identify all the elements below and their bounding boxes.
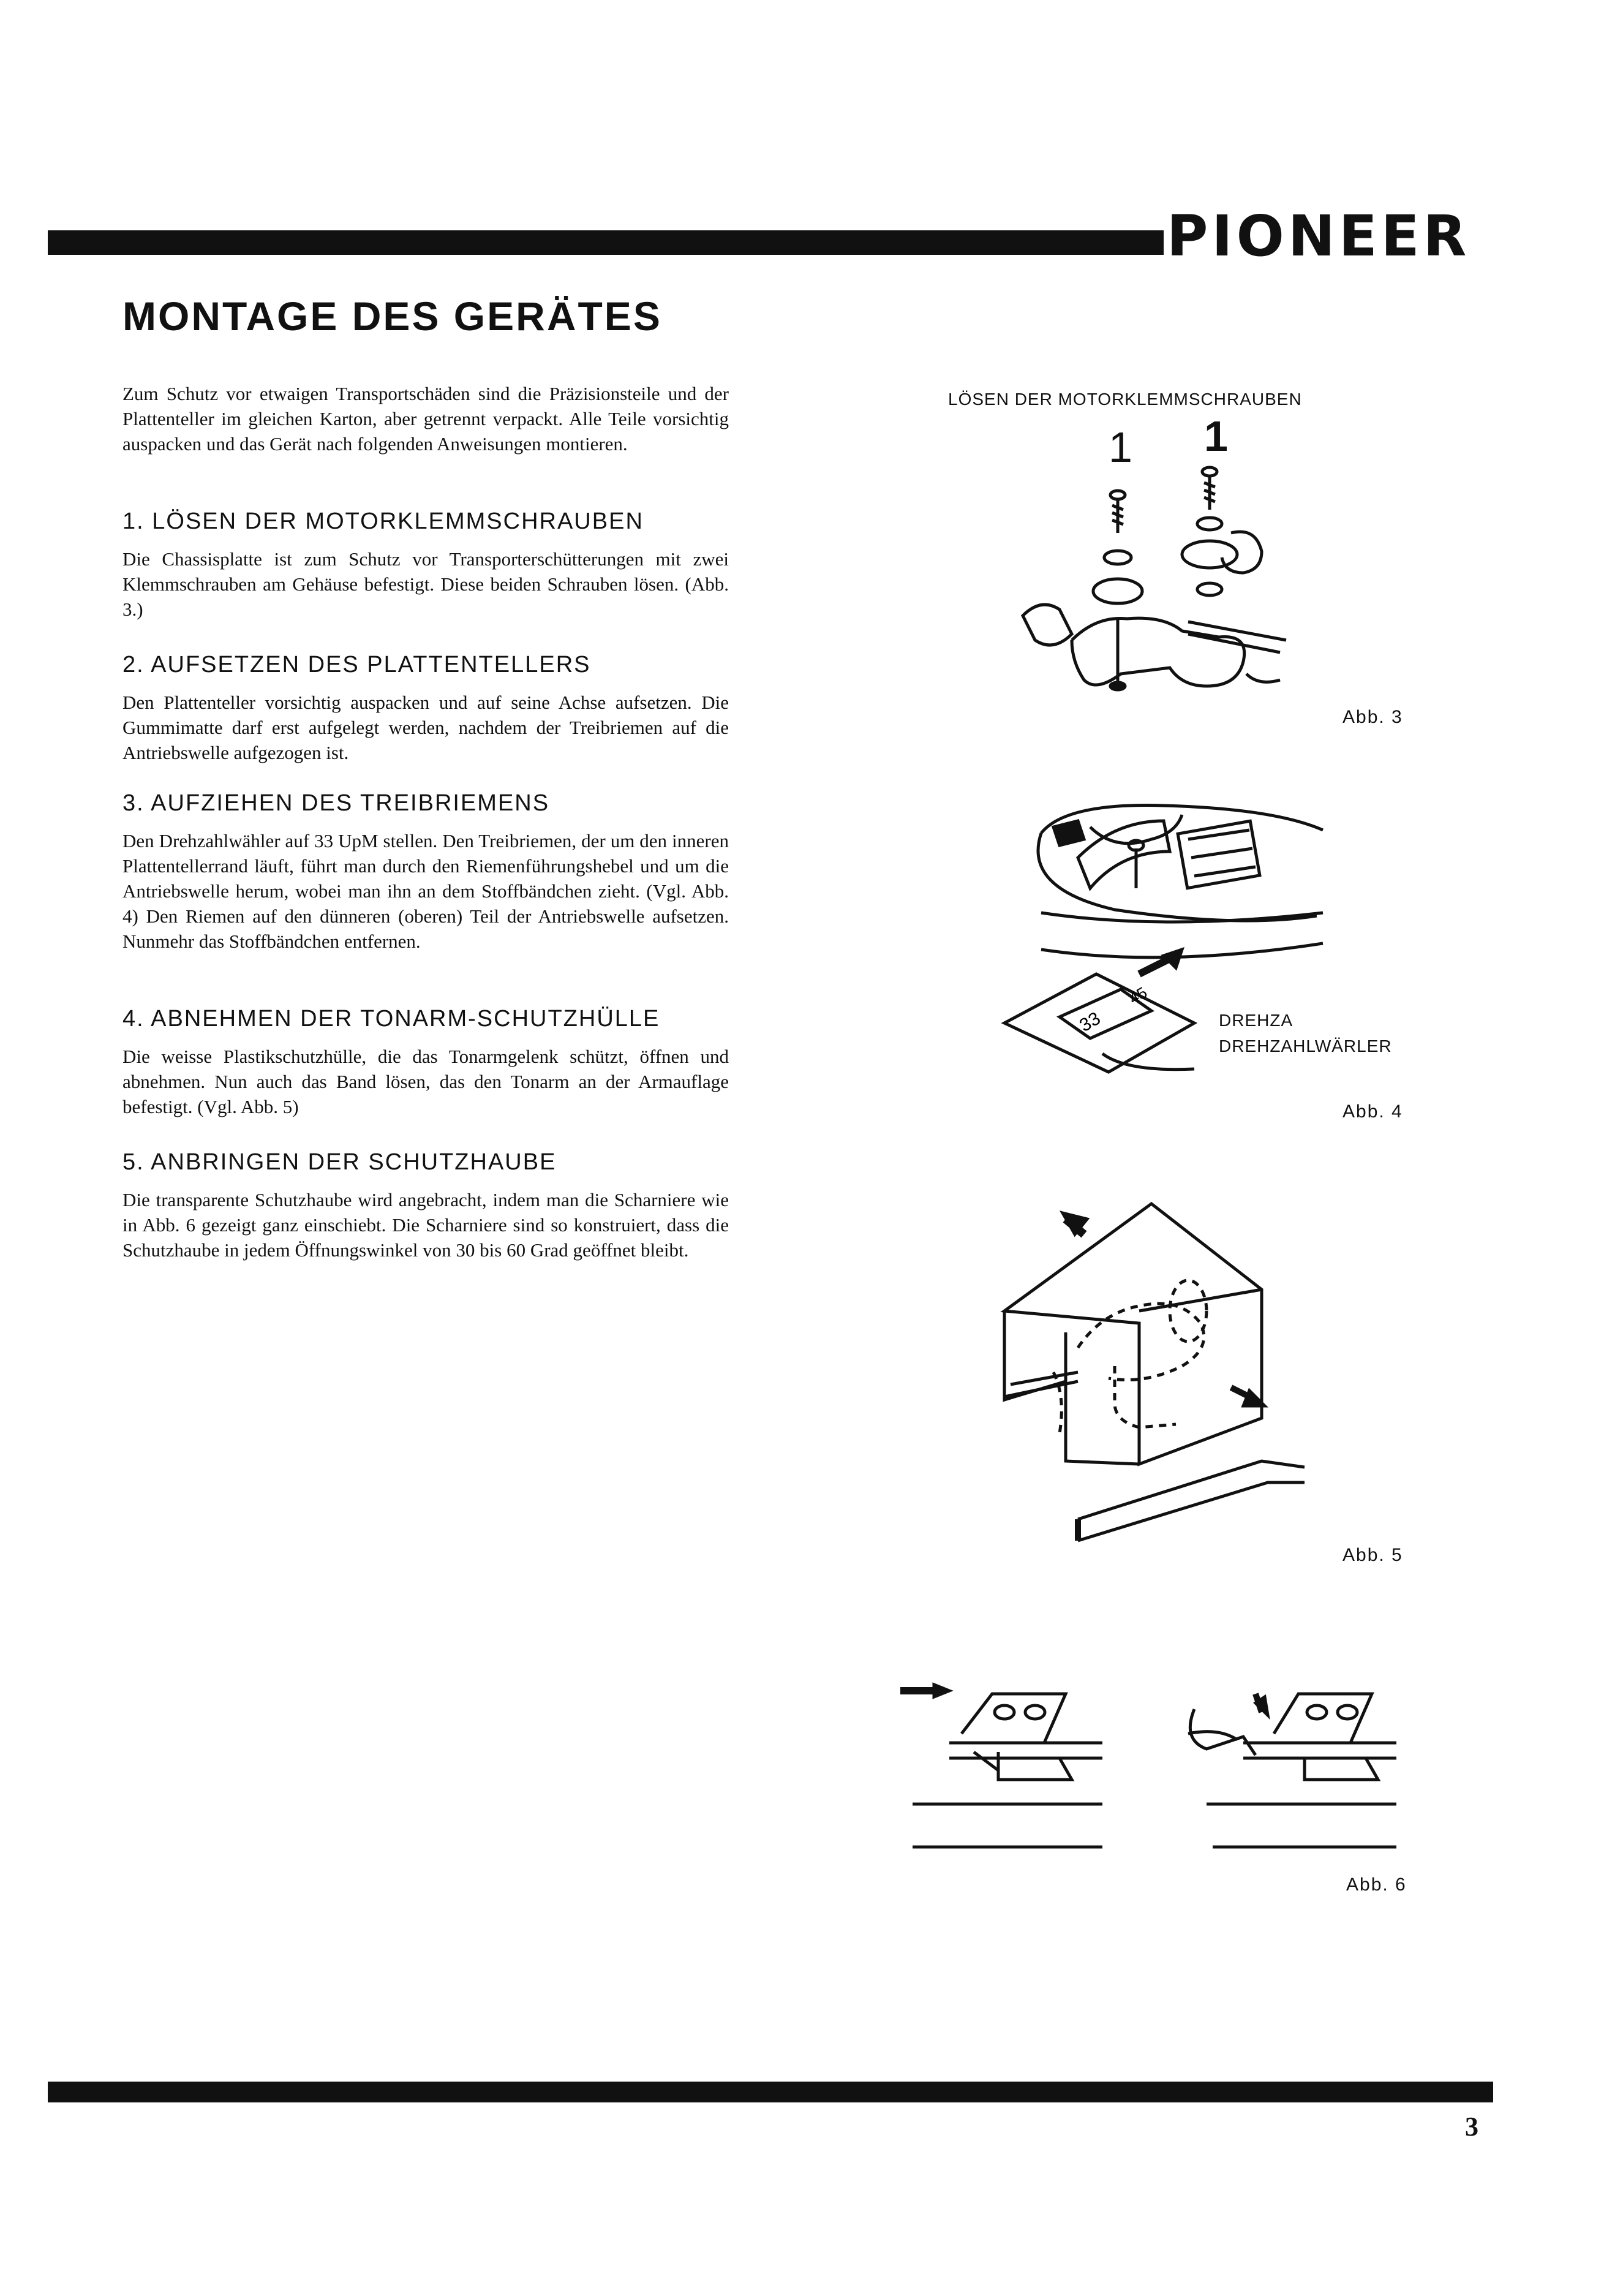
section-heading-2: 2. AUFSETZEN DES PLATTENTELLERS (122, 652, 591, 678)
fig3-label: Abb. 3 (1342, 707, 1403, 727)
section-heading-5: 5. ANBRINGEN DER SCHUTZHAUBE (122, 1149, 557, 1175)
fig3-marker-right: 1 (1204, 412, 1228, 460)
fig4-dial-45: 45 (1126, 983, 1151, 1008)
fig6-label: Abb. 6 (1346, 1875, 1407, 1895)
section-heading-4: 4. ABNEHMEN DER TONARM-SCHUTZHÜLLE (122, 1006, 660, 1032)
section-heading-3: 3. AUFZIEHEN DES TREIBRIEMENS (122, 790, 550, 816)
section-text-2: Den Plattenteller vorsichtig auspacken und auf seine Achse aufsetzen. Die Gummimatte darf erst aufgelegt werden, nachdem der Treibriemen auf die Antriebswelle aufgezogen ist. (122, 692, 729, 763)
header-rule (48, 230, 1164, 255)
section-heading-1: 1. LÖSEN DER MOTORKLEMMSCHRAUBEN (122, 508, 644, 534)
fig3-marker-left: 1 (1109, 423, 1132, 471)
fig4-belt-illustration (1004, 790, 1323, 1109)
intro-paragraph: Zum Schutz vor etwaigen Transportschäden sind die Präzisionsteile und der Plattenteller im gleichen Karton, aber getrennt verpackt. Alle Teile vorsichtig auspacken und das Gerät nach folgenden Anweisungen montieren. (122, 383, 729, 455)
fig3-caption: LÖSEN DER MOTORKLEMMSCHRAUBEN (948, 390, 1302, 409)
footer-rule (48, 2082, 1493, 2102)
fig4-callout-1: DREHZA (1219, 1011, 1294, 1030)
fig6-hinge-illustration (900, 1685, 1415, 1856)
fig5-tonearm-illustration (992, 1201, 1311, 1556)
fig4-dial-33: 33 (1076, 1008, 1104, 1037)
fig3-motor-screws-illustration (1004, 453, 1286, 729)
section-text-3: Den Drehzahlwähler auf 33 UpM stellen. Den Treibriemen, der um den inneren Plattentellerrand läuft, führt man durch den Riemenführungshebel und um die Antriebswelle herum, wobei man ihn an dem Stoffbändchen zieht. (Vgl. Abb. 4) Den Riemen auf den dünneren (oberen) Teil der Antriebswelle aufsetzen. Nunmehr das Stoffbändchen entfernen. (122, 830, 729, 952)
section-text-1: Die Chassisplatte ist zum Schutz vor Transporterschütterungen mit zwei Klemmschrauben am Gehäuse befestigt. Diese beiden Schrauben lösen. (Abb. 3.) (122, 548, 729, 620)
page-title: MONTAGE DES GERÄTES (122, 293, 662, 339)
section-text-5: Die transparente Schutzhaube wird angebracht, indem man die Scharniere wie in Abb. 6 gezeigt ganz einschiebt. Die Scharniere sind so konstruiert, dass die Schutzhaube in jedem Öffnungswinkel von 30 bis 60 Grad geöffnet bleibt. (122, 1189, 729, 1261)
fig4-label: Abb. 4 (1342, 1101, 1403, 1122)
fig5-label: Abb. 5 (1342, 1545, 1403, 1565)
brand-logo: PIONEER (1167, 203, 1470, 269)
page-number: 3 (1465, 2112, 1478, 2142)
section-text-4: Die weisse Plastikschutzhülle, die das Tonarmgelenk schützt, öffnen und abnehmen. Nun auch das Band lösen, das den Tonarm an der Armauflage befestigt. (Vgl. Abb. 5) (122, 1046, 729, 1117)
fig4-callout-2: DREHZAHLWÄRLER (1219, 1037, 1392, 1055)
